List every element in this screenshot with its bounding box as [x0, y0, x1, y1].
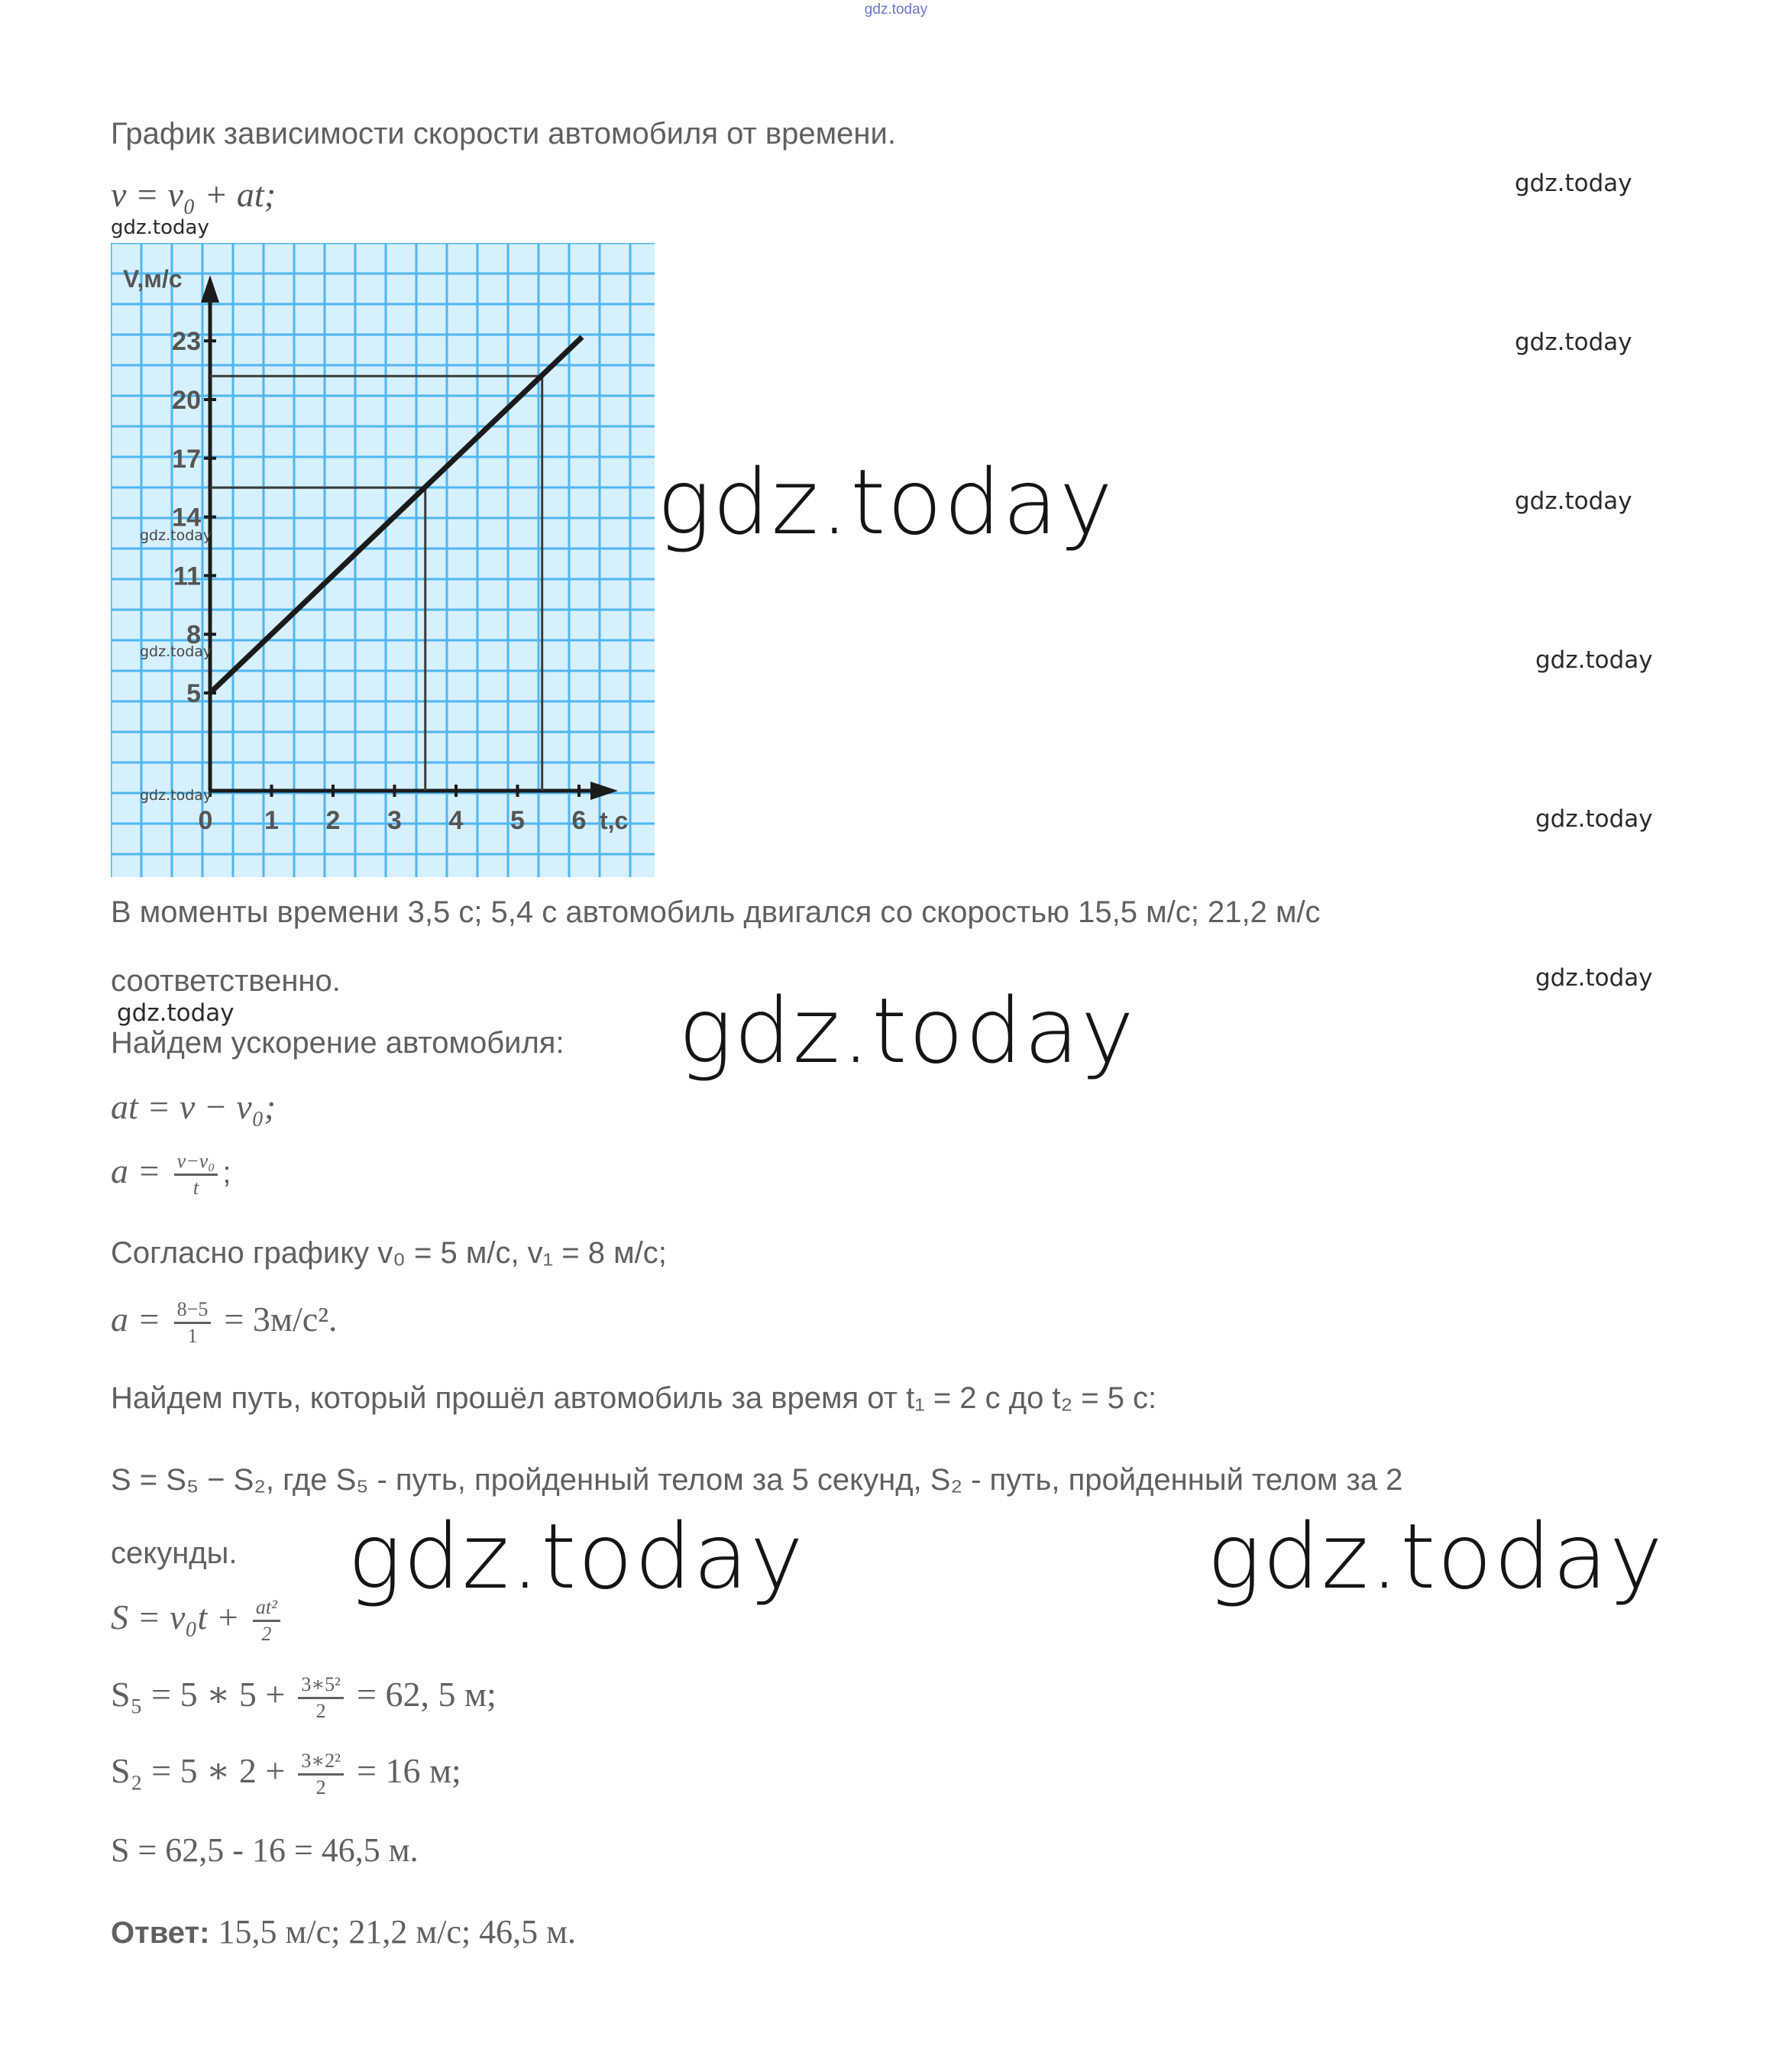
s-total: S = 62,5 - 16 = 46,5 м.: [111, 1831, 419, 1869]
velocity-time-graph: [111, 243, 655, 877]
graph-title: График зависимости скорости автомобиля от времени.: [111, 117, 896, 151]
moments-text-cont: соответственно.: [111, 964, 341, 998]
s-formula-den: 2: [261, 1622, 272, 1645]
x-tick-label: 6: [571, 806, 587, 835]
velocity-formula: v = v₀ + at;: [111, 175, 277, 214]
s-formula-lhs: S = v₀t +: [111, 1598, 240, 1637]
s2-rhs: = 16 м;: [357, 1751, 461, 1790]
path-formula: [111, 1597, 285, 1644]
watermark: gdz.today: [140, 643, 212, 660]
s5-calculation: [111, 1673, 497, 1721]
s-formula-num: at²: [253, 1598, 280, 1622]
watermark-top: gdz.today: [864, 2, 928, 18]
accel-calc-rhs: = 3м/с².: [224, 1300, 338, 1339]
moments-text: В моменты времени 3,5 с; 5,4 с автомобиль двигался со скоростью 15,5 м/с; 21,2 м/с: [111, 895, 1321, 929]
y-tick-label: 23: [172, 327, 201, 357]
accel-calc-num: 8−5: [174, 1300, 212, 1324]
watermark-large: gdz.today: [348, 1504, 805, 1609]
accel-calc-lhs: a =: [111, 1300, 161, 1339]
s2-lhs: S₂ = 5 ∗ 2 +: [111, 1751, 286, 1790]
watermark: gdz.today: [1535, 646, 1653, 674]
watermark: gdz.today: [140, 527, 212, 544]
accel-calc-fraction: [174, 1297, 212, 1347]
watermark: gdz.today: [117, 999, 235, 1027]
watermark: gdz.today: [140, 787, 212, 804]
s2-calculation: [111, 1750, 461, 1798]
x-tick-label: 5: [510, 806, 525, 835]
find-path-heading: Найдем путь, который прошёл автомобиль за время от t₁ = 2 с до t₂ = 5 с:: [111, 1381, 1157, 1415]
y-tick-label: 8: [186, 620, 201, 650]
accel-equation-2: a = $\frac{\text{v−v₀}}{t}$ ;: [111, 1149, 231, 1199]
watermark: gdz.today: [1515, 170, 1632, 197]
s-formula-fraction: [253, 1595, 280, 1645]
s5-rhs: = 62, 5 м;: [357, 1675, 497, 1714]
y-tick-label: 5: [186, 679, 201, 708]
y-tick-label: 20: [172, 386, 201, 415]
x-tick-label: 4: [448, 806, 464, 835]
accel-calculation: [111, 1299, 338, 1346]
watermark-large: gdz.today: [1207, 1504, 1664, 1609]
s2-num: 3∗2²: [298, 1751, 343, 1776]
y-tick-label: 17: [172, 444, 201, 474]
path-definition: S = S₅ − S₂, где S₅ - путь, пройденный телом за 5 секунд, S₂ - путь, пройденный телом за 2: [111, 1463, 1403, 1497]
x-tick-label: 0: [198, 806, 213, 835]
watermark-large: gdz.today: [657, 449, 1114, 555]
y-tick-label: 11: [173, 562, 201, 591]
s5-lhs: S₅ = 5 ∗ 5 +: [111, 1675, 286, 1714]
s5-fraction: [298, 1672, 343, 1722]
watermark: gdz.today: [1535, 964, 1653, 992]
accel-eq2-den: t: [192, 1176, 199, 1199]
accel-eq2-lhs: a =: [111, 1151, 161, 1190]
s5-num: 3∗5²: [298, 1675, 343, 1699]
answer-label: Ответ:: [111, 1916, 210, 1950]
x-tick-label: 3: [387, 806, 402, 835]
watermark: gdz.today: [111, 216, 209, 239]
s2-den: 2: [315, 1776, 326, 1798]
accel-eq2-fraction: [174, 1151, 218, 1198]
graph-values-text: Согласно графику v₀ = 5 м/с, v₁ = 8 м/с;: [111, 1236, 667, 1270]
x-tick-label: 1: [264, 806, 279, 835]
x-axis-label: t,c: [600, 807, 629, 834]
final-answer: [111, 1912, 576, 1951]
y-tick-label: 14: [172, 503, 201, 533]
x-tick-label: 2: [325, 806, 341, 835]
answer-value: 15,5 м/с; 21,2 м/с; 46,5 м.: [218, 1913, 577, 1951]
watermark-large: gdz.today: [678, 978, 1136, 1083]
path-definition-cont: секунды.: [111, 1536, 238, 1570]
s5-den: 2: [315, 1699, 326, 1722]
watermark: gdz.today: [1515, 487, 1632, 515]
watermark: gdz.today: [1535, 805, 1653, 833]
watermark: gdz.today: [1515, 329, 1632, 356]
y-axis-label: V,м/c: [123, 265, 183, 293]
accel-calc-den: 1: [187, 1324, 198, 1347]
s2-fraction: [298, 1751, 343, 1798]
accel-eq2-num: v−v₀: [174, 1151, 218, 1176]
find-acceleration-heading: Найдем ускорение автомобиля:: [111, 1026, 564, 1060]
accel-equation-1: at = v − v₀;: [111, 1087, 277, 1126]
